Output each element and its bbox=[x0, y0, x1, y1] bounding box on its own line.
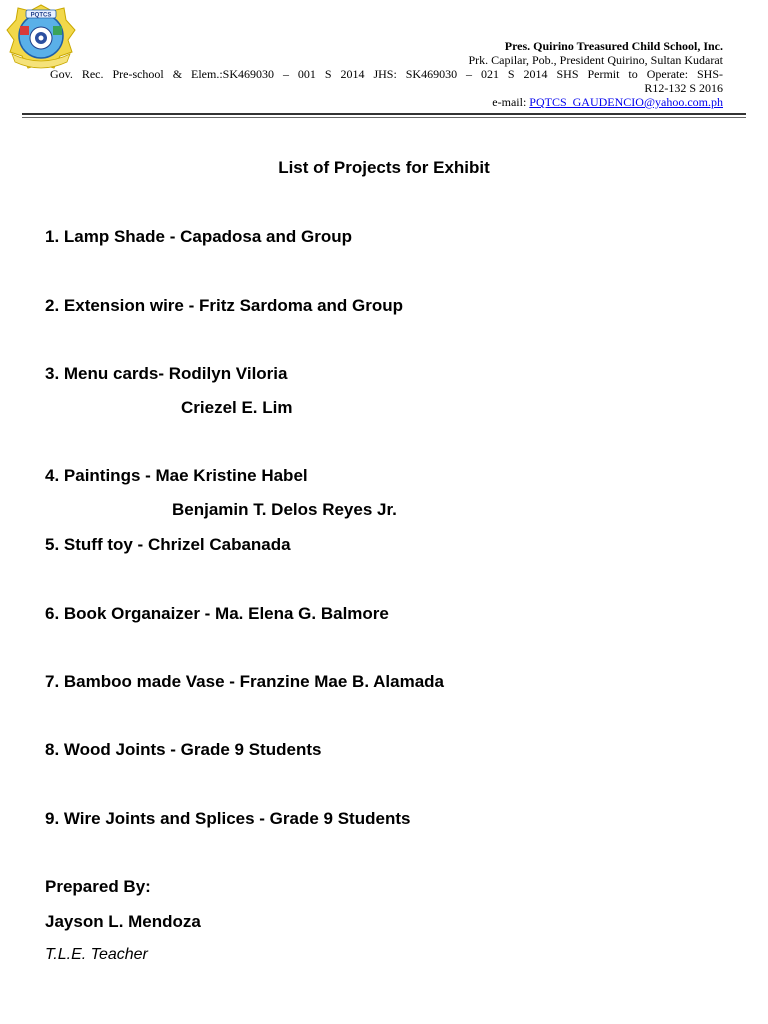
list-item-continuation: Criezel E. Lim bbox=[181, 398, 293, 417]
school-address: Prk. Capilar, Pob., President Quirino, Sultan Kudarat bbox=[468, 53, 723, 67]
list-item: 4. Paintings - Mae Kristine Habel bbox=[45, 466, 308, 485]
list-item: 7. Bamboo made Vase - Franzine Mae B. Alamada bbox=[45, 672, 445, 691]
list-item: 9. Wire Joints and Splices - Grade 9 Students bbox=[45, 809, 411, 828]
email-label: e-mail: bbox=[492, 95, 527, 109]
prepared-by-label: Prepared By: bbox=[45, 877, 151, 896]
logo-text: PQTCS bbox=[30, 12, 52, 19]
school-logo bbox=[4, 2, 78, 74]
list-item: 3. Menu cards- Rodilyn Viloria bbox=[45, 364, 288, 383]
list-item: 5. Stuff toy - Chrizel Cabanada bbox=[45, 535, 291, 554]
list-item: 2. Extension wire - Fritz Sardoma and Group bbox=[45, 296, 404, 315]
government-recognition-cont: R12-132 S 2016 bbox=[644, 81, 723, 95]
school-name: Pres. Quirino Treasured Child School, Inc. bbox=[504, 39, 723, 53]
list-item: 1. Lamp Shade - Capadosa and Group bbox=[45, 227, 352, 246]
government-recognition: Gov. Rec. Pre-school & Elem.:SK469030 – 001 S 2014 JHS: SK469030 – 021 S 2014 SHS Permit to Operate: SHS- bbox=[50, 67, 723, 81]
email-link[interactable]: PQTCS_GAUDENCIO@yahoo.com.ph bbox=[529, 95, 723, 109]
preparer-name: Jayson L. Mendoza bbox=[45, 912, 201, 931]
list-item: 8. Wood Joints - Grade 9 Students bbox=[45, 740, 322, 759]
list-item: 6. Book Organaizer - Ma. Elena G. Balmore bbox=[45, 604, 389, 623]
list-item-continuation: Benjamin T. Delos Reyes Jr. bbox=[172, 500, 397, 519]
document-title: List of Projects for Exhibit bbox=[278, 158, 490, 177]
header-rule-thin bbox=[22, 117, 746, 118]
header-rule bbox=[22, 113, 746, 115]
preparer-role: T.L.E. Teacher bbox=[45, 946, 148, 963]
email-line bbox=[492, 95, 723, 109]
